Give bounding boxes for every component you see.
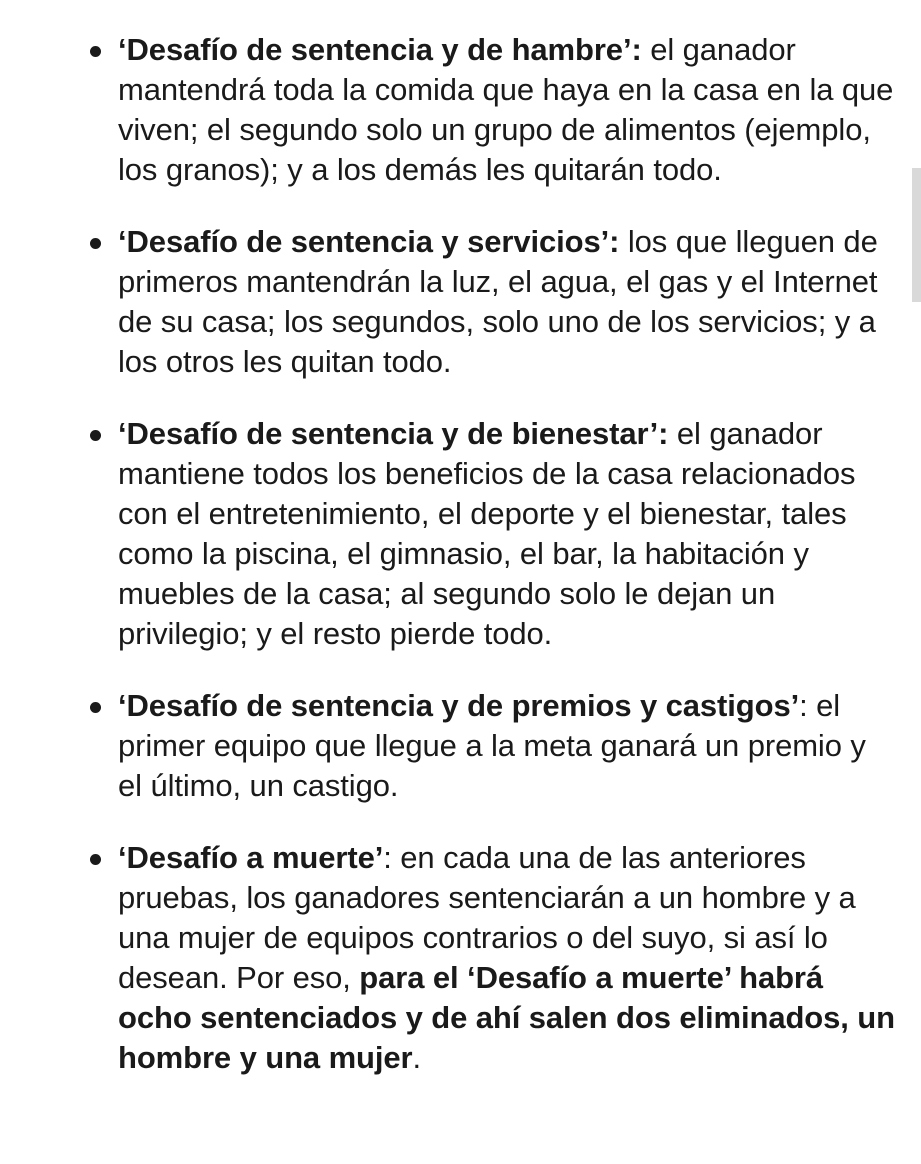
item-text: : en cada una de las anteriores pruebas, los ganadores sentenciarán a un hombre y a una mujer de equipos contrarios o del suyo, si así lo desean. Por eso, bbox=[118, 840, 856, 995]
item-title: ‘Desafío de sentencia y de hambre’: bbox=[118, 32, 642, 67]
item-title: ‘Desafío de sentencia y de bienestar’: bbox=[118, 416, 669, 451]
list-item bbox=[118, 414, 898, 654]
list-item bbox=[118, 838, 898, 1078]
bullet-icon bbox=[90, 238, 101, 249]
bullet-icon bbox=[90, 854, 101, 865]
item-end: . bbox=[412, 1040, 422, 1075]
item-text: los que lleguen de primeros mantendrán la luz, el agua, el gas y el Internet de su casa; los segundos, solo uno de los servicios; y a los otros les quitan todo. bbox=[118, 224, 878, 379]
item-text: el ganador mantiene todos los beneficios de la casa relacionados con el entretenimiento, el deporte y el bienestar, tales como la piscina, el gimnasio, el bar, la habitación y muebles de la casa; al segundo solo le dejan un privilegio; y el resto pierde todo. bbox=[118, 416, 856, 651]
challenge-list bbox=[118, 30, 898, 1078]
item-title: ‘Desafío a muerte’ bbox=[118, 840, 384, 875]
list-item bbox=[118, 686, 898, 806]
item-text: el ganador mantendrá toda la comida que haya en la casa en la que viven; el segundo solo un grupo de alimentos (ejemplo, los granos); y a los demás les quitarán todo. bbox=[118, 32, 894, 187]
bullet-icon bbox=[90, 702, 101, 713]
scrollbar-thumb[interactable] bbox=[912, 168, 921, 302]
item-title: ‘Desafío de sentencia y de premios y castigos’ bbox=[118, 688, 800, 723]
item-title: ‘Desafío de sentencia y servicios’: bbox=[118, 224, 620, 259]
bullet-icon bbox=[90, 46, 101, 57]
bullet-icon bbox=[90, 430, 101, 441]
item-bold-text: para el ‘Desafío a muerte’ habrá ocho sentenciados y de ahí salen dos eliminados, un hombre y una mujer bbox=[118, 960, 895, 1075]
list-item bbox=[118, 30, 898, 190]
list-item bbox=[118, 222, 898, 382]
item-text: : el primer equipo que llegue a la meta ganará un premio y el último, un castigo. bbox=[118, 688, 866, 803]
